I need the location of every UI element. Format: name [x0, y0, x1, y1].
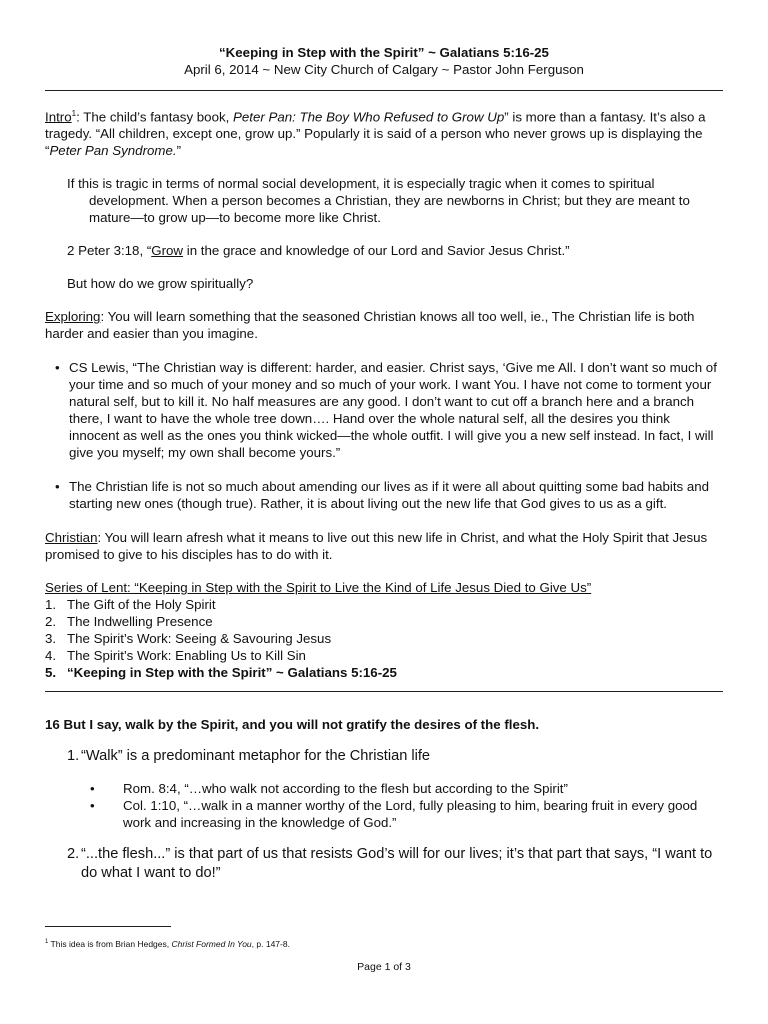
bullet-icon: • [55, 360, 60, 376]
series-item [45, 613, 723, 630]
series-number: 1. [45, 597, 57, 613]
christian-text: : You will learn afresh what it means to live out this new life in Christ, and what the Holy Spirit that Jesus promised to give to his disciples has to do with it. [45, 530, 708, 563]
footnote [45, 937, 723, 950]
bullet-item [45, 359, 723, 461]
bullet-text: The Christian life is not so much about amending our lives as if it were all about quitting some bad habits and starting new ones (though true). Rather, it is about living out the new life that God gives to us as a gift. [69, 479, 710, 512]
intro-paragraph [45, 105, 723, 159]
footnote-rule [45, 926, 171, 927]
book-title: Peter Pan: The Boy Who Refused to Grow Up [233, 109, 505, 125]
point-text: “...the flesh...” is that part of us that resists God’s will for our lives; it’s that part that says, “I want to do what I want to do!” [81, 846, 713, 882]
sub-bullet-text: Rom. 8:4, “…who walk not according to the flesh but according to the Spirit” [123, 781, 568, 797]
series-text: The Indwelling Presence [67, 614, 213, 630]
tragic-text: If this is tragic in terms of normal social development, it is especially tragic when it comes to spiritual [67, 176, 655, 192]
intro-text: : The child’s fantasy book, [76, 109, 234, 125]
series-item-current [45, 664, 723, 681]
exploring-paragraph [45, 308, 723, 342]
sermon-title: “Keeping in Step with the Spirit” ~ Galatians 5:16-25 [219, 45, 549, 60]
header-rule [45, 90, 723, 91]
sub-bullet-item [45, 780, 723, 797]
exploring-label: Exploring [45, 309, 101, 325]
series-item [45, 596, 723, 613]
section-rule [45, 691, 723, 692]
series-item [45, 647, 723, 664]
bullet-text: CS Lewis, “The Christian way is different: harder, and easier. Christ says, ‘Give me All. I don’t want so much of your time and so much of your money and so much of your work. I want You. I have not come to torment your natural self, but to kill it. No half measures are any good. I don’t want to cut off a branch here and a branch there, I want to have the whole tree down…. Hand over the whole natural self, all the desires you think innocent as well as the ones you think wicked—the whole outfit. I will give you a new self instead. In fact, I will give you myself; my own shall become yours.” [69, 360, 717, 461]
intro-text: ” is more than a fantasy. It’s also a tragedy. “All children, except one, grow up.” Popularly it is said of a person who never grows up is displaying the “ [45, 109, 706, 159]
sub-bullet-item [45, 797, 723, 831]
bullet-icon: • [55, 479, 60, 495]
series-heading: Series of Lent: “Keeping in Step with the Spirit to Live the Kind of Life Jesus Died to Give Us” [45, 580, 592, 596]
series-number: 3. [45, 631, 57, 647]
footnote-mark: 1 [71, 109, 77, 118]
series-text: The Spirit’s Work: Seeing & Savouring Jesus [67, 631, 332, 647]
point-text: “Walk” is a predominant metaphor for the Christian life [81, 748, 431, 765]
tragic-paragraph [45, 175, 723, 226]
bullet-icon: • [90, 798, 95, 814]
series-item [45, 630, 723, 647]
intro-text: ” [176, 143, 182, 159]
verse-16: 16 But I say, walk by the Spirit, and you will not gratify the desires of the flesh. [45, 717, 540, 733]
intro-label: Intro [45, 109, 72, 125]
bullet-icon: • [90, 781, 95, 797]
point-number: 1. [67, 748, 80, 765]
christian-label: Christian [45, 530, 98, 546]
page-number: Page 1 of 3 [357, 960, 411, 973]
question-line: But how do we grow spiritually? [67, 276, 254, 292]
point-item [45, 747, 723, 766]
series-number: 2. [45, 614, 57, 630]
footnote-book: Christ Formed In You [171, 938, 252, 949]
sub-bullet-text: Col. 1:10, “…walk in a manner worthy of the Lord, fully pleasing to him, bearing fruit in every good work and increasing in the knowledge of God.” [123, 798, 698, 831]
point-number: 2. [67, 846, 80, 863]
peter-verse [45, 242, 723, 259]
series-text: “Keeping in Step with the Spirit” ~ Galatians 5:16-25 [67, 665, 397, 681]
exploring-text: : You will learn something that the seasoned Christian knows all too well, ie., The Christian life is both harder and easier than you imagine. [45, 309, 695, 342]
verse-keyword: Grow [151, 243, 184, 259]
series-number: 5. [45, 665, 57, 681]
verse-text: in the grace and knowledge of our Lord and Savior Jesus Christ.” [183, 243, 570, 259]
series-text: The Spirit’s Work: Enabling Us to Kill Sin [67, 648, 306, 664]
tragic-text: development. When a person becomes a Christian, they are newborns in Christ; but they are meant to mature—to grow up—to become more like Christ. [89, 193, 690, 226]
point-item [45, 845, 723, 883]
footnote-text: , p. 147-8. [251, 938, 290, 949]
series-number: 4. [45, 648, 57, 664]
footnote-text: This idea is from Brian Hedges, [48, 938, 172, 949]
series-list [45, 596, 723, 681]
document-page [45, 44, 723, 883]
footnote-number: 1 [45, 939, 49, 945]
sermon-subtitle: April 6, 2014 ~ New City Church of Calgary ~ Pastor John Ferguson [184, 62, 584, 77]
series-text: The Gift of the Holy Spirit [67, 597, 216, 613]
footnote-area [45, 926, 723, 974]
syndrome-term: Peter Pan Syndrome. [49, 143, 177, 159]
bullet-item [45, 478, 723, 512]
verse-ref: 2 Peter 3:18, “ [67, 243, 152, 259]
christian-paragraph [45, 529, 723, 563]
